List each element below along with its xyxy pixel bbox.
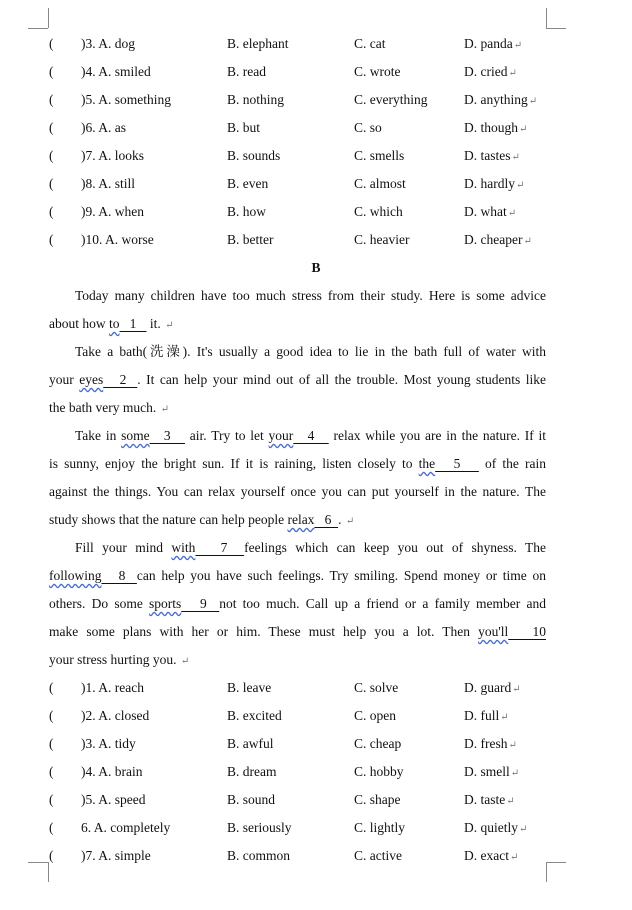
paragraph-mark: ↵: [506, 796, 515, 807]
option-a: )6. A. as: [81, 120, 126, 135]
blank-4: 4: [293, 428, 329, 443]
option-b: B. even: [227, 176, 269, 191]
blank-9: 9: [181, 596, 220, 611]
option-d-wrap: [464, 34, 522, 56]
question-row: [0, 174, 632, 194]
answer-paren: (: [49, 764, 54, 779]
paragraph-mark: ↵: [509, 852, 519, 863]
option-d-wrap: [464, 174, 524, 196]
option-d: D. cheaper: [464, 232, 523, 247]
option-a: )8. A. still: [81, 176, 136, 191]
passage-line: against the things. You can relax yourself once you can put yourself in the nature. The: [49, 484, 546, 499]
option-d-wrap: [464, 202, 516, 224]
option-d: D. full: [464, 708, 500, 723]
question-row: [0, 706, 632, 726]
answer-paren: (: [49, 148, 54, 163]
option-d: D. quietly: [464, 820, 518, 835]
question-row: [0, 34, 632, 54]
answer-paren: (: [49, 36, 54, 51]
option-c: C. so: [354, 120, 382, 135]
option-a: )4. A. smiled: [81, 64, 151, 79]
option-a: )10. A. worse: [81, 232, 154, 247]
option-b: B. excited: [227, 708, 282, 723]
option-b: B. read: [227, 64, 266, 79]
option-a: )1. A. reach: [81, 680, 144, 695]
option-d-wrap: [464, 818, 527, 840]
passage-line: study shows that the nature can help people relax 6 . ↵: [49, 512, 355, 527]
option-b: B. how: [227, 204, 267, 219]
question-row: [0, 846, 632, 866]
option-d: D. taste: [464, 792, 506, 807]
paragraph-mark: ↵: [508, 740, 517, 751]
paragraph-mark: ↵: [507, 208, 517, 219]
option-b: B. leave: [227, 680, 272, 695]
option-c: C. shape: [354, 792, 401, 807]
blank-6: 6: [314, 512, 339, 527]
passage-line: about how to 1 it. ↵: [49, 316, 174, 331]
blank-3: 3: [149, 428, 186, 443]
answer-paren: (: [49, 92, 54, 107]
option-a: 6. A. completely: [81, 820, 171, 835]
question-row: [0, 90, 632, 110]
answer-paren: (: [49, 680, 54, 695]
passage-line: Today many children have too much stress from their study. Here is some advice: [75, 288, 546, 303]
option-d: D. tastes: [464, 148, 511, 163]
paragraph-mark: ↵: [511, 152, 520, 163]
question-row: [0, 818, 632, 838]
option-d-wrap: [464, 90, 537, 112]
paragraph-mark: ↵: [528, 96, 538, 107]
passage-line: Fill your mind with 7 feelings which can keep you out of shyness. The: [75, 540, 546, 555]
option-c: C. wrote: [354, 64, 401, 79]
option-c: C. active: [354, 848, 402, 863]
question-row: [0, 230, 632, 250]
paragraph-mark: ↵: [519, 824, 528, 835]
question-row: [0, 678, 632, 698]
option-a: )5. A. speed: [81, 792, 146, 807]
blank-2: 2: [103, 372, 138, 387]
option-d-wrap: [464, 734, 517, 756]
answer-paren: (: [49, 820, 54, 835]
option-d: D. though: [464, 120, 518, 135]
passage-line: others. Do some sports 9 not too much. Call up a friend or a family member and: [49, 596, 546, 611]
paragraph-mark: ↵: [512, 684, 521, 695]
blank-10: 10: [508, 624, 546, 639]
option-c: C. cat: [354, 36, 386, 51]
option-b: B. awful: [227, 736, 274, 751]
option-c: C. smells: [354, 148, 405, 163]
answer-paren: (: [49, 792, 54, 807]
option-d: D. what: [464, 204, 507, 219]
answer-paren: (: [49, 232, 54, 247]
option-b: B. seriously: [227, 820, 292, 835]
question-row: [0, 734, 632, 754]
paragraph-mark: ↵: [519, 124, 528, 135]
paragraph-mark: ↵: [516, 180, 525, 191]
answer-paren: (: [49, 176, 54, 191]
paragraph-mark: ↵: [508, 68, 517, 79]
option-b: B. elephant: [227, 36, 289, 51]
answer-paren: (: [49, 64, 54, 79]
question-row: [0, 762, 632, 782]
blank-5: 5: [435, 456, 479, 471]
question-row: [0, 146, 632, 166]
option-a: )5. A. something: [81, 92, 171, 107]
option-a: )2. A. closed: [81, 708, 150, 723]
option-c: C. which: [354, 204, 403, 219]
option-d: D. smell: [464, 764, 510, 779]
option-a: )7. A. simple: [81, 848, 151, 863]
option-b: B. but: [227, 120, 261, 135]
passage-line: following 8 can help you have such feelings. Try smiling. Spend money or time on: [49, 568, 547, 583]
paragraph-mark: ↵: [500, 712, 509, 723]
answer-paren: (: [49, 204, 54, 219]
paragraph-mark: ↵: [523, 236, 532, 247]
question-row: [0, 62, 632, 82]
question-row: [0, 118, 632, 138]
option-c: C. heavier: [354, 232, 410, 247]
option-d-wrap: [464, 790, 515, 812]
passage-line: the bath very much. ↵: [49, 400, 169, 415]
option-c: C. hobby: [354, 764, 404, 779]
option-d-wrap: [464, 146, 520, 168]
option-d-wrap: [464, 118, 527, 140]
option-d: D. anything: [464, 92, 528, 107]
answer-paren: (: [49, 736, 54, 751]
option-c: C. open: [354, 708, 396, 723]
option-d: D. guard: [464, 680, 512, 695]
answer-paren: (: [49, 848, 54, 863]
answer-paren: (: [49, 120, 54, 135]
paragraph-mark: ↵: [510, 768, 520, 779]
option-a: )3. A. tidy: [81, 736, 136, 751]
option-a: )4. A. brain: [81, 764, 143, 779]
option-a: )9. A. when: [81, 204, 144, 219]
blank-7: 7: [195, 540, 245, 555]
option-c: C. cheap: [354, 736, 402, 751]
passage-line: Take a bath(洗澡). It's usually a good idea to lie in the bath full of water with: [75, 344, 546, 359]
option-c: C. solve: [354, 680, 399, 695]
option-b: B. better: [227, 232, 274, 247]
option-d: D. panda: [464, 36, 513, 51]
option-c: C. everything: [354, 92, 428, 107]
option-d: D. cried: [464, 64, 508, 79]
blank-1: 1: [119, 316, 147, 331]
option-b: B. dream: [227, 764, 277, 779]
option-a: )7. A. looks: [81, 148, 145, 163]
option-d-wrap: [464, 762, 519, 784]
option-d: D. exact: [464, 848, 509, 863]
option-a: )3. A. dog: [81, 36, 135, 51]
passage-line: your stress hurting you. ↵: [49, 652, 190, 667]
passage-line: your eyes 2 . It can help your mind out of all the trouble. Most young students like: [49, 372, 546, 387]
option-b: B. sounds: [227, 148, 281, 163]
option-d-wrap: [464, 846, 518, 868]
paragraph-mark: ↵: [513, 40, 523, 51]
question-row: [0, 790, 632, 810]
option-d-wrap: [464, 706, 509, 728]
blank-8: 8: [101, 568, 137, 583]
option-d: D. hardly: [464, 176, 515, 191]
option-b: B. sound: [227, 792, 276, 807]
option-d-wrap: [464, 62, 517, 84]
option-d-wrap: [464, 230, 532, 252]
option-d-wrap: [464, 678, 521, 700]
passage-line: make some plans with her or him. These must help you a lot. Then you'll 10: [49, 624, 546, 639]
passage-line: is sunny, enjoy the bright sun. If it is raining, listen closely to the 5 of the rain: [49, 456, 547, 471]
option-b: B. nothing: [227, 92, 285, 107]
section-title: B: [311, 260, 321, 275]
option-b: B. common: [227, 848, 290, 863]
passage-line: Take in some 3 air. Try to let your 4 relax while you are in the nature. If it: [75, 428, 547, 443]
answer-paren: (: [49, 708, 54, 723]
option-c: C. lightly: [354, 820, 406, 835]
option-d: D. fresh: [464, 736, 508, 751]
option-c: C. almost: [354, 176, 406, 191]
question-row: [0, 202, 632, 222]
